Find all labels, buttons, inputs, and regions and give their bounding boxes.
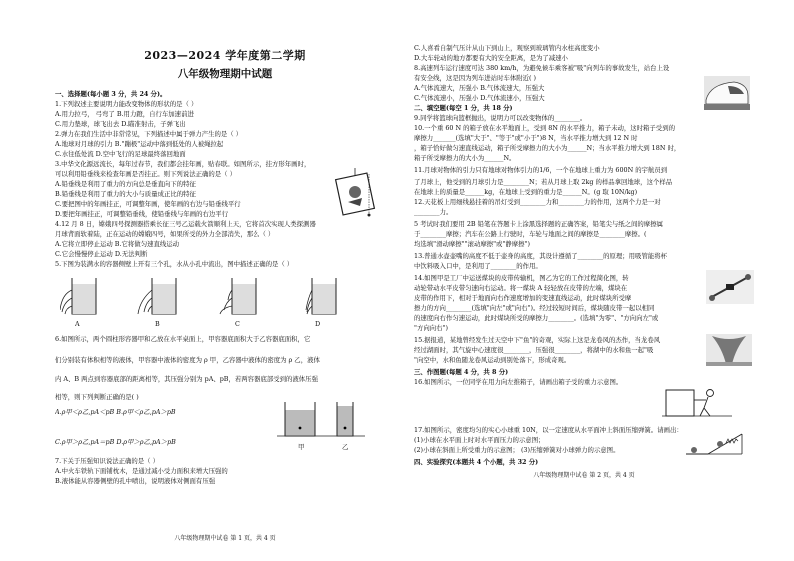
school-year-title: 2023—2024 学年度第二学期 [144, 49, 306, 62]
option-line: A.气体流速大，压强小 B.气体流速大，压强大 [414, 84, 545, 92]
question-line: 箱子所受摩擦力的大小为______N。 [414, 154, 516, 162]
question-line: 15.据报道，某地曾经发生过天空中下"鱼"的奇观，实际上这是龙卷风的杰作，当龙卷风 [414, 336, 661, 344]
option-label-c: C [235, 320, 240, 328]
option-line: A.铅垂线是利用了重力的方向总是垂直向下的特征 [55, 180, 196, 188]
question-line: 14.如图甲是工厂中运送煤块的皮带传输机，图乙为它的工作过程简化图，转 [414, 274, 629, 282]
question-line: 经过湖面时，其气旋中心速度很________，压强很________，将湖中的水和鱼一起"吸 [414, 346, 654, 354]
question-line: 11.月球对物体的引力只有地球对物体引力的1/6，一个在地球上重力为 600N 的宇航员到 [414, 166, 668, 174]
person-pushing-box-figure [662, 384, 732, 420]
question-line: 可以利用铅垂线来检查年画是否挂正。则下列说法正确的是（ ） [55, 170, 236, 178]
exam-page-2 [414, 0, 754, 561]
conveyor-belt-figure [706, 270, 754, 304]
question-line: 16.如图所示，一位同学在用力向左推箱子，请画出箱子受的重力示意图。 [414, 378, 623, 386]
option-line: C.人喜看自制气压计从山下到山上，观察到玻璃管内水柱高度变小 [414, 44, 600, 52]
option-line: C.水往低处流 D.空中飞行的足球最终落回地面 [55, 150, 186, 158]
ball-slope-spring-figure [686, 428, 746, 458]
question-line: 摩擦力_______(选填"大于"、"等于"或"小于")8 N，当水平推力增大到 12 N 时 [414, 134, 638, 142]
question-line: 12.天花板上用细线悬挂着的吊灯受到________力和________力的作用，这两个力是一对 [414, 198, 661, 206]
question-line: "向空中，水和鱼随龙卷风运动到别处落下，形成奇观。 [414, 356, 571, 364]
question-line: ，箱子恰好做匀速直线运动，箱子所受摩擦力的大小为______N；当水平推力增大到 18N 时， [414, 144, 681, 152]
question-line: 内 A、B 两点到容器底部的距离相等，其压强分别为 pA、pB，若两容器底部受到的液体压强 [55, 375, 318, 383]
question-line: 的速度向右作匀速运动，此时煤块所受的摩擦力________。(选填"为零"、"方向向左"或 [414, 314, 659, 322]
question-line: 13.普通水壶壶嘴的高度不低于壶身的高度，其设计遵循了________的原理；用吸管能将杯 [414, 252, 668, 260]
question-line: 9.同学将篮球向篮框抛出，说明力可以改变物体的________。 [414, 114, 587, 122]
option-line: B.液体能从容器侧壁的孔中喷出，说明液体对侧面有压强 [55, 477, 216, 485]
question-line: ________力。 [414, 208, 453, 216]
question-line: 5.下图为装满水的容器侧壁上开有三个孔，水从小孔中流出，图中描述正确的是（ ） [55, 260, 294, 268]
question-line: 了月球上，他受到的月球引力是________N；若从月球上取 2kg 的样品拿回地球，这个样品 [414, 178, 673, 186]
question-line: 擦力的方向________(选填"向左"或"向右")。经过较短时间后，煤块随皮带一起以相同 [414, 304, 655, 312]
option-label-a: A [75, 320, 80, 328]
question-line: 在地球上的质量是______kg，在地球上受到的重力是______N。(g 取 10N/kg) [414, 188, 638, 196]
tornado-figure [706, 334, 752, 366]
option-line: C.要把图中的年画挂正，可调整年画，使年画的右边与铅垂线平行 [55, 200, 241, 208]
question-line: 10.一个重 60 N 的箱子放在水平地面上，受到 8N 的水平推力，箱子未动，这时箱子受到的 [414, 124, 675, 132]
question-line: 2.弹力在我们生活中非常常见，下列描述中属于弹力产生的是（ ） [55, 130, 243, 138]
question-line: 皮带的作用下，相对于地面向右作速度增加的变速直线运动，此时煤块所受摩 [414, 294, 632, 302]
section-heading: 一、选择题(每小题 3 分，共 24 分)。 [55, 90, 167, 98]
question-line: 6.如图所示，两个圆柱形容器甲和乙放在水平桌面上，甲容器底面积大于乙容器底面积，它 [55, 335, 311, 343]
two-containers-figure [275, 398, 375, 442]
option-line: D.大车轮动的地方都要有大的安全距离，是为了减速小 [414, 54, 568, 62]
option-line: D.要把年画挂正，可调整铅垂线，使铅垂线与年画的右边平行 [55, 210, 229, 218]
option-line: C.ρ甲＞ρ乙,pA＝pB D.ρ甲＞ρ乙,pA＞pB [55, 438, 176, 446]
page-footer: 八年级物理期中试卷 第 1 页，共 4 页 [174, 535, 276, 542]
question-line: 有安全线，这是因为列车进站时车体附近( ) [414, 74, 537, 82]
option-line: A.用力拉弓， 弓弯了 B.用力蹬，自行车加速前进 [55, 110, 194, 118]
section-heading: 四、实验探究(本题共 4 个小题，共 32 分) [414, 458, 539, 466]
page-footer: 八年级物理期中试卷 第 2 页，共 4 页 [533, 472, 635, 479]
question-line: 于________摩擦；汽车在公路上行驶时，车轮与地面之间的摩擦是________摩擦。( [414, 230, 647, 238]
exam-title: 八年级物理期中试题 [177, 68, 273, 80]
question-line: 17.如图所示，密度均匀的实心小球重 10N，以一定速度从水平面冲上斜面压缩弹簧。请画出： [414, 426, 683, 434]
question-line: (2)小球在斜面上所受重力的示意图； (3)压缩弹簧对小球弹力的示意图。 [414, 446, 620, 454]
container-label-jia: 甲 [298, 443, 305, 451]
option-line: A.地球对月球的引力 B."蹦极"运动中落到低处的人被绳拉起 [55, 140, 224, 148]
option-line: A.它将立即停止运动 B.它将做匀速直线运动 [55, 240, 180, 248]
option-line: A.ρ甲＜ρ乙,pA＜pB B.ρ甲＜ρ乙,pA＞pB [55, 408, 176, 416]
question-line: 月球背面软着陆，正在运动的嫦娥四号，如果所受的外力全部消失，那么（ ） [55, 230, 275, 238]
option-line: C.用力垫球，球飞出去 D.瞄准射击，子弹飞出 [55, 120, 186, 128]
question-line: 7.下关于压强知识说法正确的是（ ） [55, 457, 159, 465]
section-heading: 二、填空题(每空 1 分，共 18 分) [414, 104, 513, 112]
question-line: 均选填"滑动摩擦""滚动摩擦"或"静摩擦") [414, 240, 530, 248]
question-line: 们分别装有体积相等的液体，甲容器中液体的密度为 ρ 甲，乙容器中液体的密度为 ρ 乙，液体 [55, 356, 320, 364]
option-line: B.铅垂线是利用了重力的大小与质量成正比的特征 [55, 190, 196, 198]
question-line: 5 考试时我们要用 2B 铅笔在答题卡上涂黑选择题的正确答案，铅笔尖与纸之间的摩擦属 [414, 220, 663, 228]
section-heading: 三、作图题(每题 4 分，共 8 分) [414, 368, 509, 376]
question-line: 相等，则下列判断正确的是( ) [55, 393, 139, 401]
container-label-yi: 乙 [342, 443, 349, 451]
option-line: C.它会慢慢停止运动 D.无法判断 [55, 250, 148, 258]
option-label-b: B [155, 320, 160, 328]
question-line: 1.下列叙述主要说明力能改变物体的形状的是（ ） [55, 100, 198, 108]
new-year-picture-figure [333, 168, 377, 218]
option-line: C.气体流速小，压强小 D.气体流速小，压强大 [414, 94, 545, 102]
question-line: 动轮带动水平皮带匀速向右运动。将一煤块 A 轻轻放在皮带的左端，煤块在 [414, 284, 628, 292]
option-line: A.中火车铁轨下面铺枕木，是通过减小受力面积来增大压强的 [55, 467, 228, 475]
high-speed-train-figure [704, 76, 750, 110]
option-label-d: D [315, 320, 321, 328]
question-line: 中饮料吸入口中，是利用了________的作用。 [414, 262, 542, 270]
question-line: "方向向右") [414, 324, 448, 332]
question-line: 8.高速列车运行速度可达 380 km/h，为避免候车乘客被"吸"向列车的事故发生，站台上设 [414, 64, 670, 72]
question-line: 4.12 月 8 日，嫦娥四号探测器搭乘长征三号乙运载火箭顺利上天，它将首次实现人类探测器 [55, 220, 316, 228]
question-line: 3.中华文化源远流长，每年过春节，我们都会挂年画，贴春联。如图所示，挂方形年画时， [55, 160, 311, 168]
question-line: (1)小球在水平面上时对水平面压力的示意图； [414, 436, 545, 444]
exam-page-1 [55, 0, 395, 561]
